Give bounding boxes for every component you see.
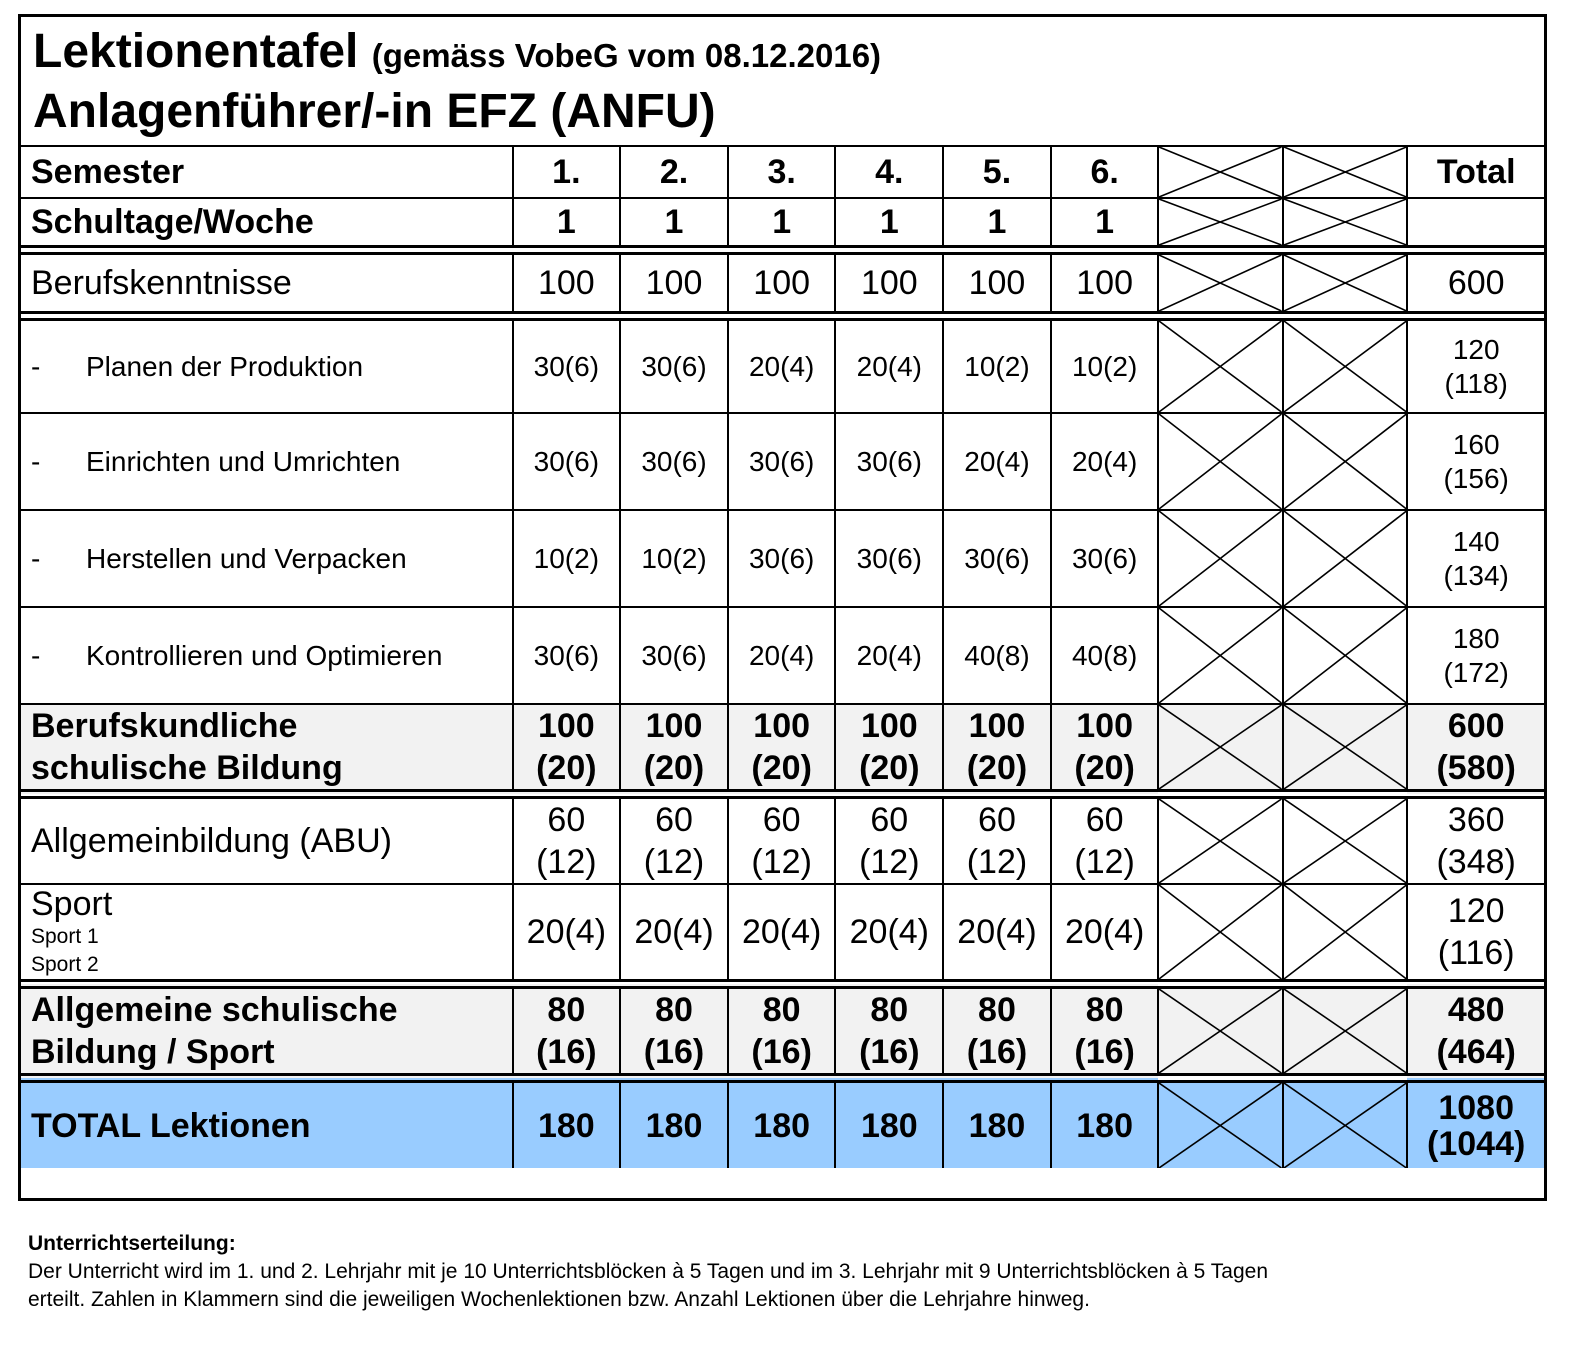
title-block: [33, 23, 881, 141]
schooldays-row: [21, 198, 1544, 250]
cell-text: (20): [643, 749, 705, 787]
cell-text: Allgemeine schulische: [31, 991, 398, 1029]
subject-row: [21, 510, 1544, 607]
cell-text: (16): [1074, 1033, 1135, 1071]
sport-total: [1407, 884, 1544, 984]
schooldays-label: [21, 198, 513, 250]
cell-text: Kontrollieren und Optimieren: [86, 639, 443, 671]
cell-text: 20(4): [856, 350, 922, 382]
berufskundlich-value: [835, 704, 943, 794]
cell-text: 140: [1452, 525, 1500, 557]
total-value: [620, 1078, 728, 1168]
cell-text: (16): [859, 1033, 920, 1071]
cell-text: 30(6): [856, 542, 922, 574]
total-value: [1051, 1078, 1159, 1168]
cross-icon: [1159, 885, 1281, 979]
allgemeinbildung-label: [21, 794, 513, 884]
empty-cell-crossed: [1283, 984, 1407, 1078]
allgemein-sum-value: [513, 984, 621, 1078]
cell-text: Bildung / Sport: [31, 1033, 275, 1071]
cell-text: (20): [859, 749, 920, 787]
title-main: Lektionentafel: [33, 25, 359, 78]
cell-text: 10(2): [641, 542, 707, 574]
subject-value: [1051, 607, 1159, 704]
cell-text: (172): [1443, 656, 1509, 688]
subject-value: [620, 413, 728, 510]
empty-cell-crossed: [1158, 607, 1282, 704]
cell-text: 40(8): [964, 639, 1030, 671]
cell-text: 100: [860, 263, 918, 302]
allgemein-sum-value: [1051, 984, 1159, 1078]
empty-cell-crossed: [1158, 413, 1282, 510]
empty-cell-crossed: [1158, 146, 1282, 198]
cell-text: 100: [860, 707, 918, 745]
cell-text: 180: [1452, 622, 1500, 654]
subject-value: [728, 316, 836, 413]
schooldays-value: [1051, 198, 1159, 250]
cell-text: 30(6): [748, 445, 815, 477]
cell-text: 4.: [875, 152, 904, 191]
cell-text: 30(6): [748, 542, 815, 574]
berufskenntnisse-value: [1051, 250, 1159, 316]
subject-value: [513, 510, 621, 607]
cell-text: 1.: [552, 152, 581, 191]
allgemein-sum-value: [620, 984, 728, 1078]
schooldays-value: [620, 198, 728, 250]
empty-cell-crossed: [1283, 704, 1407, 794]
berufskenntnisse-label: [21, 250, 513, 316]
allgemein-sum-value: [835, 984, 943, 1078]
cell-text: 20(4): [957, 913, 1037, 951]
cell-text: 100: [968, 263, 1026, 302]
cell-text: 20(4): [748, 639, 815, 671]
cell-text: 80: [655, 991, 693, 1029]
subject-value: [943, 510, 1051, 607]
allgemein-sum-label: [21, 984, 513, 1078]
cell-text: (16): [643, 1033, 705, 1071]
cell-text: 120: [1452, 333, 1500, 365]
cell-text: 30(6): [533, 350, 600, 382]
cell-text: 30(6): [641, 350, 707, 382]
cell-text: TOTAL Lektionen: [31, 1106, 311, 1145]
cell-text: 20(4): [634, 913, 714, 951]
schooldays-value: [835, 198, 943, 250]
sport-value: [943, 884, 1051, 984]
empty-cell-crossed: [1158, 1078, 1282, 1168]
cell-text: 180: [968, 1106, 1026, 1145]
cell-text: (464): [1436, 1033, 1516, 1071]
berufskenntnisse-value: [835, 250, 943, 316]
berufskundlich-value: [728, 704, 836, 794]
cell-text: (580): [1436, 749, 1516, 787]
berufskenntnisse-value: [943, 250, 1051, 316]
lesson-grid: [21, 145, 1544, 1168]
cell-text: (12): [751, 843, 812, 881]
cell-text: 1: [664, 202, 684, 241]
cell-text: 30(6): [533, 445, 600, 477]
cell-text: 1: [879, 202, 899, 241]
empty-cell-crossed: [1283, 198, 1407, 250]
subject-value: [513, 316, 621, 413]
total-value: [728, 1078, 836, 1168]
sport-value: [620, 884, 728, 984]
cross-icon: [1159, 255, 1281, 311]
cell-text: 20(4): [1071, 445, 1138, 477]
cell-text: 1080: [1438, 1088, 1514, 1127]
sport-row: [21, 884, 1544, 984]
berufskundlich-value: [620, 704, 728, 794]
cell-text: (20): [966, 749, 1028, 787]
empty-cell-crossed: [1283, 794, 1407, 884]
cell-text: (118): [1444, 367, 1508, 399]
subject-value: [1051, 510, 1159, 607]
cross-icon: [1159, 321, 1281, 412]
empty-cell-crossed: [1283, 413, 1407, 510]
semester-label: [21, 146, 513, 198]
cell-text: 20(4): [1064, 913, 1145, 951]
total-value: [513, 1078, 621, 1168]
cell-text: 360: [1447, 801, 1505, 839]
cell-text: Schultage/Woche: [31, 202, 314, 241]
subject-row: [21, 413, 1544, 510]
cell-text: (12): [1074, 843, 1135, 881]
cell-text: 30(6): [856, 445, 922, 477]
allgemeinbildung-value: [835, 794, 943, 884]
cross-icon: [1284, 885, 1406, 979]
cell-text: 600: [1447, 263, 1505, 302]
schooldays-value: [728, 198, 836, 250]
cell-text: 20(4): [526, 913, 607, 951]
lesson-table-sheet: [18, 14, 1547, 1201]
cell-text: 60: [547, 801, 586, 839]
semester-6: [1051, 146, 1159, 198]
cell-text: 3.: [767, 152, 796, 191]
cell-text: 100: [968, 707, 1026, 745]
sport-value: [1051, 884, 1159, 984]
semester-row: [21, 146, 1544, 198]
cross-icon: [1284, 1083, 1406, 1168]
subject-value: [943, 413, 1051, 510]
allgemeinbildung-value: [728, 794, 836, 884]
subject-dash: -: [31, 445, 41, 477]
empty-cell-crossed: [1283, 607, 1407, 704]
berufskundlich-value: [943, 704, 1051, 794]
cell-text: 30(6): [533, 639, 600, 671]
subject-value: [728, 510, 836, 607]
cell-text: 80: [1085, 991, 1124, 1029]
cell-text: (12): [859, 843, 920, 881]
cross-icon: [1284, 799, 1406, 883]
cross-icon: [1159, 511, 1281, 606]
empty-cell-crossed: [1158, 984, 1282, 1078]
cell-text: (12): [643, 843, 705, 881]
cell-text: 600: [1447, 707, 1505, 745]
empty-cell-crossed: [1158, 704, 1282, 794]
cell-text: (12): [966, 843, 1028, 881]
cell-text: 20(4): [964, 445, 1030, 477]
cell-text: (348): [1436, 843, 1516, 881]
berufskenntnisse-row: [21, 250, 1544, 316]
empty-cell-crossed: [1158, 250, 1282, 316]
total-grand: [1407, 1078, 1544, 1168]
cell-text: 100: [537, 707, 595, 745]
cross-icon: [1159, 414, 1281, 509]
semester-5: [943, 146, 1051, 198]
subject-row: [21, 607, 1544, 704]
cell-text: (16): [751, 1033, 812, 1071]
cross-icon: [1284, 147, 1406, 197]
cell-text: 180: [860, 1106, 918, 1145]
subject-value: [513, 413, 621, 510]
subject-value: [835, 413, 943, 510]
note-line-2: erteilt. Zahlen in Klammern sind die jeweiligen Wochenlektionen bzw. Anzahl Lektionen über die Lehrjahre hinweg.: [28, 1288, 1090, 1311]
cell-text: Semester: [31, 152, 185, 191]
total-label: [1407, 146, 1544, 198]
cross-icon: [1159, 989, 1281, 1073]
semester-1: [513, 146, 621, 198]
cell-text: 1: [772, 202, 792, 241]
subject-label: [21, 510, 513, 607]
sport-1-label: Sport 1: [31, 925, 99, 948]
empty-cell-crossed: [1283, 316, 1407, 413]
cell-text: 80: [547, 991, 586, 1029]
cross-icon: [1284, 414, 1406, 509]
cell-text: (20): [751, 749, 812, 787]
subject-value: [835, 607, 943, 704]
cell-text: 100: [645, 707, 703, 745]
cell-text: 80: [978, 991, 1016, 1029]
cell-text: 30(6): [964, 542, 1030, 574]
subject-value: [835, 316, 943, 413]
total-value: [835, 1078, 943, 1168]
cell-text: 100: [1076, 707, 1133, 745]
subject-label: [21, 413, 513, 510]
allgemeinbildung-row: [21, 794, 1544, 884]
subject-value: [620, 510, 728, 607]
cross-icon: [1159, 608, 1281, 703]
cell-text: 20(4): [849, 913, 929, 951]
subject-value: [620, 607, 728, 704]
total-value: [943, 1078, 1051, 1168]
sport-label-cell: [21, 884, 513, 984]
total-row: [21, 1078, 1544, 1168]
title-line-1: [33, 23, 881, 85]
subject-total: [1407, 316, 1544, 413]
cross-icon: [1284, 705, 1406, 789]
subject-value: [835, 510, 943, 607]
subject-total: [1407, 413, 1544, 510]
cell-text: 10(2): [533, 542, 600, 574]
cell-text: 10(2): [964, 350, 1030, 382]
cell-text: 10(2): [1071, 350, 1138, 382]
cell-text: Total: [1436, 152, 1516, 191]
subject-value: [728, 607, 836, 704]
cell-text: Allgemeinbildung (ABU): [31, 822, 392, 860]
empty-cell-crossed: [1283, 510, 1407, 607]
sport-2-label: Sport 2: [31, 953, 99, 976]
allgemeinbildung-value: [513, 794, 621, 884]
instruction-note: [28, 1230, 1528, 1314]
cell-text: 100: [753, 263, 811, 302]
berufskenntnisse-total: [1407, 250, 1544, 316]
cell-text: 60: [978, 801, 1016, 839]
cell-text: 5.: [982, 152, 1012, 191]
empty-cell-crossed: [1283, 1078, 1407, 1168]
cell-text: 1: [987, 202, 1007, 241]
empty-cell-crossed: [1158, 510, 1282, 607]
cell-text: (1044): [1427, 1124, 1526, 1163]
semester-4: [835, 146, 943, 198]
berufskenntnisse-value: [620, 250, 728, 316]
berufskenntnisse-value: [513, 250, 621, 316]
cell-text: (12): [536, 843, 597, 881]
cell-text: (156): [1443, 462, 1509, 494]
cross-icon: [1159, 705, 1281, 789]
cell-text: 100: [537, 263, 595, 302]
cross-icon: [1159, 199, 1281, 245]
subject-label: [21, 316, 513, 413]
cell-text: 1: [556, 202, 576, 241]
cell-text: 100: [645, 263, 703, 302]
subject-dash: -: [31, 542, 41, 574]
cell-text: 40(8): [1071, 639, 1138, 671]
cell-text: Berufskundliche: [31, 707, 298, 745]
cross-icon: [1159, 147, 1281, 197]
berufskundlich-row: [21, 704, 1544, 794]
allgemeinbildung-value: [943, 794, 1051, 884]
allgemeinbildung-value: [620, 794, 728, 884]
cell-text: (16): [966, 1033, 1028, 1071]
cell-text: 80: [870, 991, 909, 1029]
subject-value: [943, 316, 1051, 413]
title-subtitle: (gemäss VobeG vom 08.12.2016): [371, 37, 882, 74]
berufskundlich-value: [513, 704, 621, 794]
allgemeinbildung-value: [1051, 794, 1159, 884]
cell-text: Einrichten und Umrichten: [86, 445, 401, 477]
cell-text: 100: [753, 707, 811, 745]
cell-text: 100: [1076, 263, 1133, 302]
cell-text: 20(4): [748, 350, 815, 382]
cell-text: 30(6): [1071, 542, 1138, 574]
cell-text: Planen der Produktion: [86, 350, 364, 382]
cell-text: 80: [762, 991, 801, 1029]
sport-label: Sport: [31, 885, 113, 923]
empty-cell-crossed: [1283, 884, 1407, 984]
berufskundlich-label: [21, 704, 513, 794]
cell-text: 1: [1095, 202, 1115, 241]
subject-value: [943, 607, 1051, 704]
subject-total: [1407, 607, 1544, 704]
empty-cell-crossed: [1158, 316, 1282, 413]
schooldays-value: [513, 198, 621, 250]
cross-icon: [1159, 1083, 1281, 1168]
subject-dash: -: [31, 350, 41, 382]
cell-text: 20(4): [741, 913, 822, 951]
berufskenntnisse-value: [728, 250, 836, 316]
cell-text: (20): [1074, 749, 1135, 787]
subject-row: [21, 316, 1544, 413]
subject-value: [1051, 316, 1159, 413]
cell-text: 480: [1447, 991, 1505, 1029]
empty-cell-crossed: [1158, 198, 1282, 250]
cell-text: 120: [1447, 892, 1505, 930]
semester-2: [620, 146, 728, 198]
allgemeinbildung-total: [1407, 794, 1544, 884]
subject-value: [728, 413, 836, 510]
cross-icon: [1284, 321, 1406, 412]
empty-cell-crossed: [1158, 884, 1282, 984]
cross-icon: [1284, 608, 1406, 703]
cell-text: 30(6): [641, 445, 707, 477]
subject-total: [1407, 510, 1544, 607]
schooldays-value: [943, 198, 1051, 250]
empty-cell-crossed: [1283, 250, 1407, 316]
subject-value: [1051, 413, 1159, 510]
cell-text: 180: [1076, 1106, 1133, 1145]
cell-text: 180: [645, 1106, 703, 1145]
cell-text: schulische Bildung: [31, 749, 343, 787]
cell-text: 60: [870, 801, 909, 839]
allgemein-sum-total: [1407, 984, 1544, 1078]
empty-cell-crossed: [1283, 146, 1407, 198]
cell-text: Herstellen und Verpacken: [86, 542, 407, 574]
cell-text: 20(4): [856, 639, 922, 671]
title-line-2: Anlagenführer/-in EFZ (ANFU): [33, 85, 716, 138]
sport-value: [835, 884, 943, 984]
cross-icon: [1284, 989, 1406, 1073]
allgemein-sum-value: [728, 984, 836, 1078]
allgemein-sum-row: [21, 984, 1544, 1078]
cell-text: 60: [1085, 801, 1124, 839]
cell-text: (20): [536, 749, 597, 787]
cell-text: 6.: [1090, 152, 1119, 191]
semester-3: [728, 146, 836, 198]
note-heading: Unterrichtserteilung:: [28, 1232, 236, 1255]
cross-icon: [1284, 255, 1406, 311]
cell-text: 160: [1452, 428, 1500, 460]
cell-text: (116): [1437, 934, 1515, 972]
sport-value: [728, 884, 836, 984]
cell-text: 60: [762, 801, 801, 839]
subject-dash: -: [31, 639, 41, 671]
cell-text: (134): [1443, 559, 1509, 591]
berufskundlich-total: [1407, 704, 1544, 794]
cell-text: (16): [536, 1033, 597, 1071]
subject-label: [21, 607, 513, 704]
cell-text: 180: [537, 1106, 595, 1145]
cross-icon: [1284, 511, 1406, 606]
berufskundlich-value: [1051, 704, 1159, 794]
cross-icon: [1159, 799, 1281, 883]
schooldays-total: [1407, 198, 1544, 250]
cell-text: 2.: [659, 152, 689, 191]
cross-icon: [1284, 199, 1406, 245]
cell-text: Berufskenntnisse: [31, 263, 292, 302]
empty-cell-crossed: [1158, 794, 1282, 884]
cell-text: 30(6): [641, 639, 707, 671]
sport-value: [513, 884, 621, 984]
subject-value: [513, 607, 621, 704]
cell-text: 180: [753, 1106, 811, 1145]
cell-text: 60: [655, 801, 693, 839]
total-lektionen-label: [21, 1078, 513, 1168]
subject-value: [620, 316, 728, 413]
allgemein-sum-value: [943, 984, 1051, 1078]
note-line-1: Der Unterricht wird im 1. und 2. Lehrjahr mit je 10 Unterrichtsblöcken à 5 Tagen und im 3. Lehrjahr mit 9 Unterrichtsblöcken à 5 Tagen: [28, 1260, 1268, 1283]
